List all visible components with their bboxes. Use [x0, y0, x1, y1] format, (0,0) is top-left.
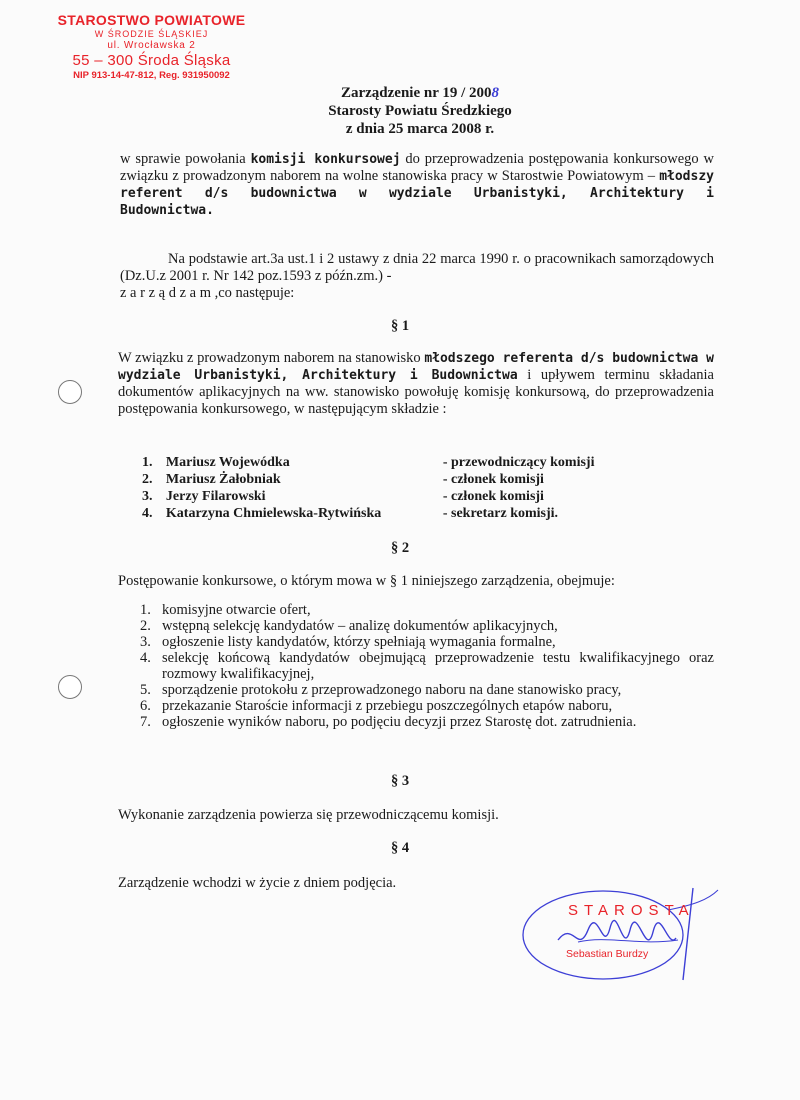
stamp-line-3: ul. Wrocławska 2	[107, 40, 196, 51]
procedure-list	[140, 602, 714, 730]
decree-phrase: z a r z ą d z a m ,co następuje:	[120, 285, 295, 301]
list-item	[142, 488, 662, 505]
stamp-line-5: NIP 913-14-47-812, Reg. 931950092	[73, 70, 230, 81]
subject-text: do przeprowadzenia postępowania konkursowego w związku z prowadzonym naborem na wolne stanowiska pracy w Starostwie Powiatowym –	[120, 151, 714, 184]
member-role: - członek komisji	[442, 472, 544, 487]
section-4-text: Zarządzenie wchodzi w życie z dniem podjęcia.	[118, 875, 397, 891]
stamp-line-4: 55 – 300 Środa Śląska	[72, 52, 231, 69]
punch-hole-icon	[58, 380, 82, 404]
section-3-text: Wykonanie zarządzenia powierza się przewodniczącemu komisji.	[118, 807, 499, 823]
member-name: Katarzyna Chmielewska-Rytwińska	[165, 506, 382, 521]
section-3-title: § 3	[390, 773, 410, 789]
title-prefix: Zarządzenie nr 19 / 200	[340, 85, 492, 101]
subject-bold: komisji konkursowej	[250, 152, 401, 167]
subject-paragraph	[120, 151, 714, 219]
list-item	[142, 454, 662, 471]
stamp-line-1: STAROSTWO POWIATOWE	[57, 12, 246, 28]
document-heading	[230, 84, 610, 138]
member-name: Mariusz Żałobniak	[165, 472, 281, 487]
subject-text: w sprawie powołania	[120, 151, 251, 167]
list-item	[142, 471, 662, 488]
section-1-paragraph	[118, 350, 714, 418]
section-1-text: i upływem terminu składania dokumentów aplikacyjnych na ww. stanowisko powołuję komisję konkursową, do przeprowadzenia postępowania konkursowego, w następującym składzie :	[118, 367, 714, 417]
document-title	[230, 84, 610, 102]
list-item	[140, 602, 714, 618]
item-number: 3.	[140, 634, 151, 650]
legal-basis: Na podstawie art.3a ust.1 i 2 ustawy z dnia 22 marca 1990 r. o pracownikach samorządowych (Dz.U.z 2001 r. Nr 142 poz.1593 z późn.zm.) -	[120, 251, 714, 284]
section-1-text: W związku z prowadzonym naborem na stanowisko	[118, 350, 425, 366]
committee-list	[142, 454, 662, 522]
member-role: - sekretarz komisji.	[442, 506, 559, 521]
list-item	[142, 505, 662, 522]
signature-scribble-icon	[518, 880, 728, 990]
section-2-title: § 2	[390, 540, 410, 556]
list-item	[140, 618, 714, 634]
member-number: 1.	[142, 455, 153, 470]
item-text: wstępną selekcję kandydatów – analizę dokumentów aplikacyjnych,	[162, 618, 558, 634]
item-text: ogłoszenie wyników naboru, po podjęciu decyzji przez Starostę dot. zatrudnienia.	[162, 714, 637, 730]
document-issuer: Starosty Powiatu Średzkiego	[328, 103, 512, 119]
stamp-title: STAROSTA	[568, 902, 695, 919]
stamp-line-2: W ŚRODZIE ŚLĄSKIEJ	[94, 29, 209, 39]
office-stamp	[44, 12, 259, 81]
item-number: 7.	[140, 714, 151, 730]
item-number: 4.	[140, 650, 151, 666]
list-item	[140, 634, 714, 650]
item-text: przekazanie Staroście informacji z przebiegu poszczególnych etapów naboru,	[162, 698, 613, 714]
list-item	[140, 698, 714, 714]
document-date: z dnia 25 marca 2008 r.	[345, 121, 495, 137]
list-item	[140, 682, 714, 698]
member-number: 2.	[142, 472, 153, 487]
item-text: sporządzenie protokołu z przeprowadzonego naboru na dane stanowisko pracy,	[162, 682, 622, 698]
member-number: 4.	[142, 506, 153, 521]
section-2-intro: Postępowanie konkursowe, o którym mowa w § 1 niniejszego zarządzenia, obejmuje:	[118, 573, 615, 589]
section-4-title: § 4	[390, 840, 410, 856]
handwritten-year-correction: 8	[491, 85, 500, 101]
member-name: Mariusz Wojewódka	[165, 455, 290, 470]
member-role: - członek komisji	[442, 489, 544, 504]
punch-hole-icon	[58, 675, 82, 699]
subject-position-bold: młodszy referent d/s budownictwa w wydziale Urbanistyki, Architektury i Budownictwa.	[120, 169, 714, 218]
item-number: 6.	[140, 698, 151, 714]
item-text: komisyjne otwarcie ofert,	[162, 602, 311, 618]
section-1-title: § 1	[390, 318, 410, 334]
list-item	[140, 714, 714, 730]
member-number: 3.	[142, 489, 153, 504]
section-1-bold: młodszego referenta d/s budownictwa w wydziale Urbanistyki, Architektury i Budownictwa	[118, 351, 714, 383]
member-name: Jerzy Filarowski	[165, 489, 266, 504]
item-number: 5.	[140, 682, 151, 698]
item-text: selekcję końcową kandydatów obejmującą przeprowadzenie testu kwalifikacyjnego oraz rozmowy kwalifikacyjnej,	[162, 650, 714, 682]
member-role: - przewodniczący komisji	[442, 455, 595, 470]
list-item	[140, 650, 714, 682]
signature-stamp	[518, 880, 728, 990]
item-text: ogłoszenie listy kandydatów, którzy spełniają wymagania formalne,	[162, 634, 556, 650]
item-number: 2.	[140, 618, 151, 634]
item-number: 1.	[140, 602, 151, 618]
stamp-name: Sebastian Burdzy	[566, 948, 649, 960]
